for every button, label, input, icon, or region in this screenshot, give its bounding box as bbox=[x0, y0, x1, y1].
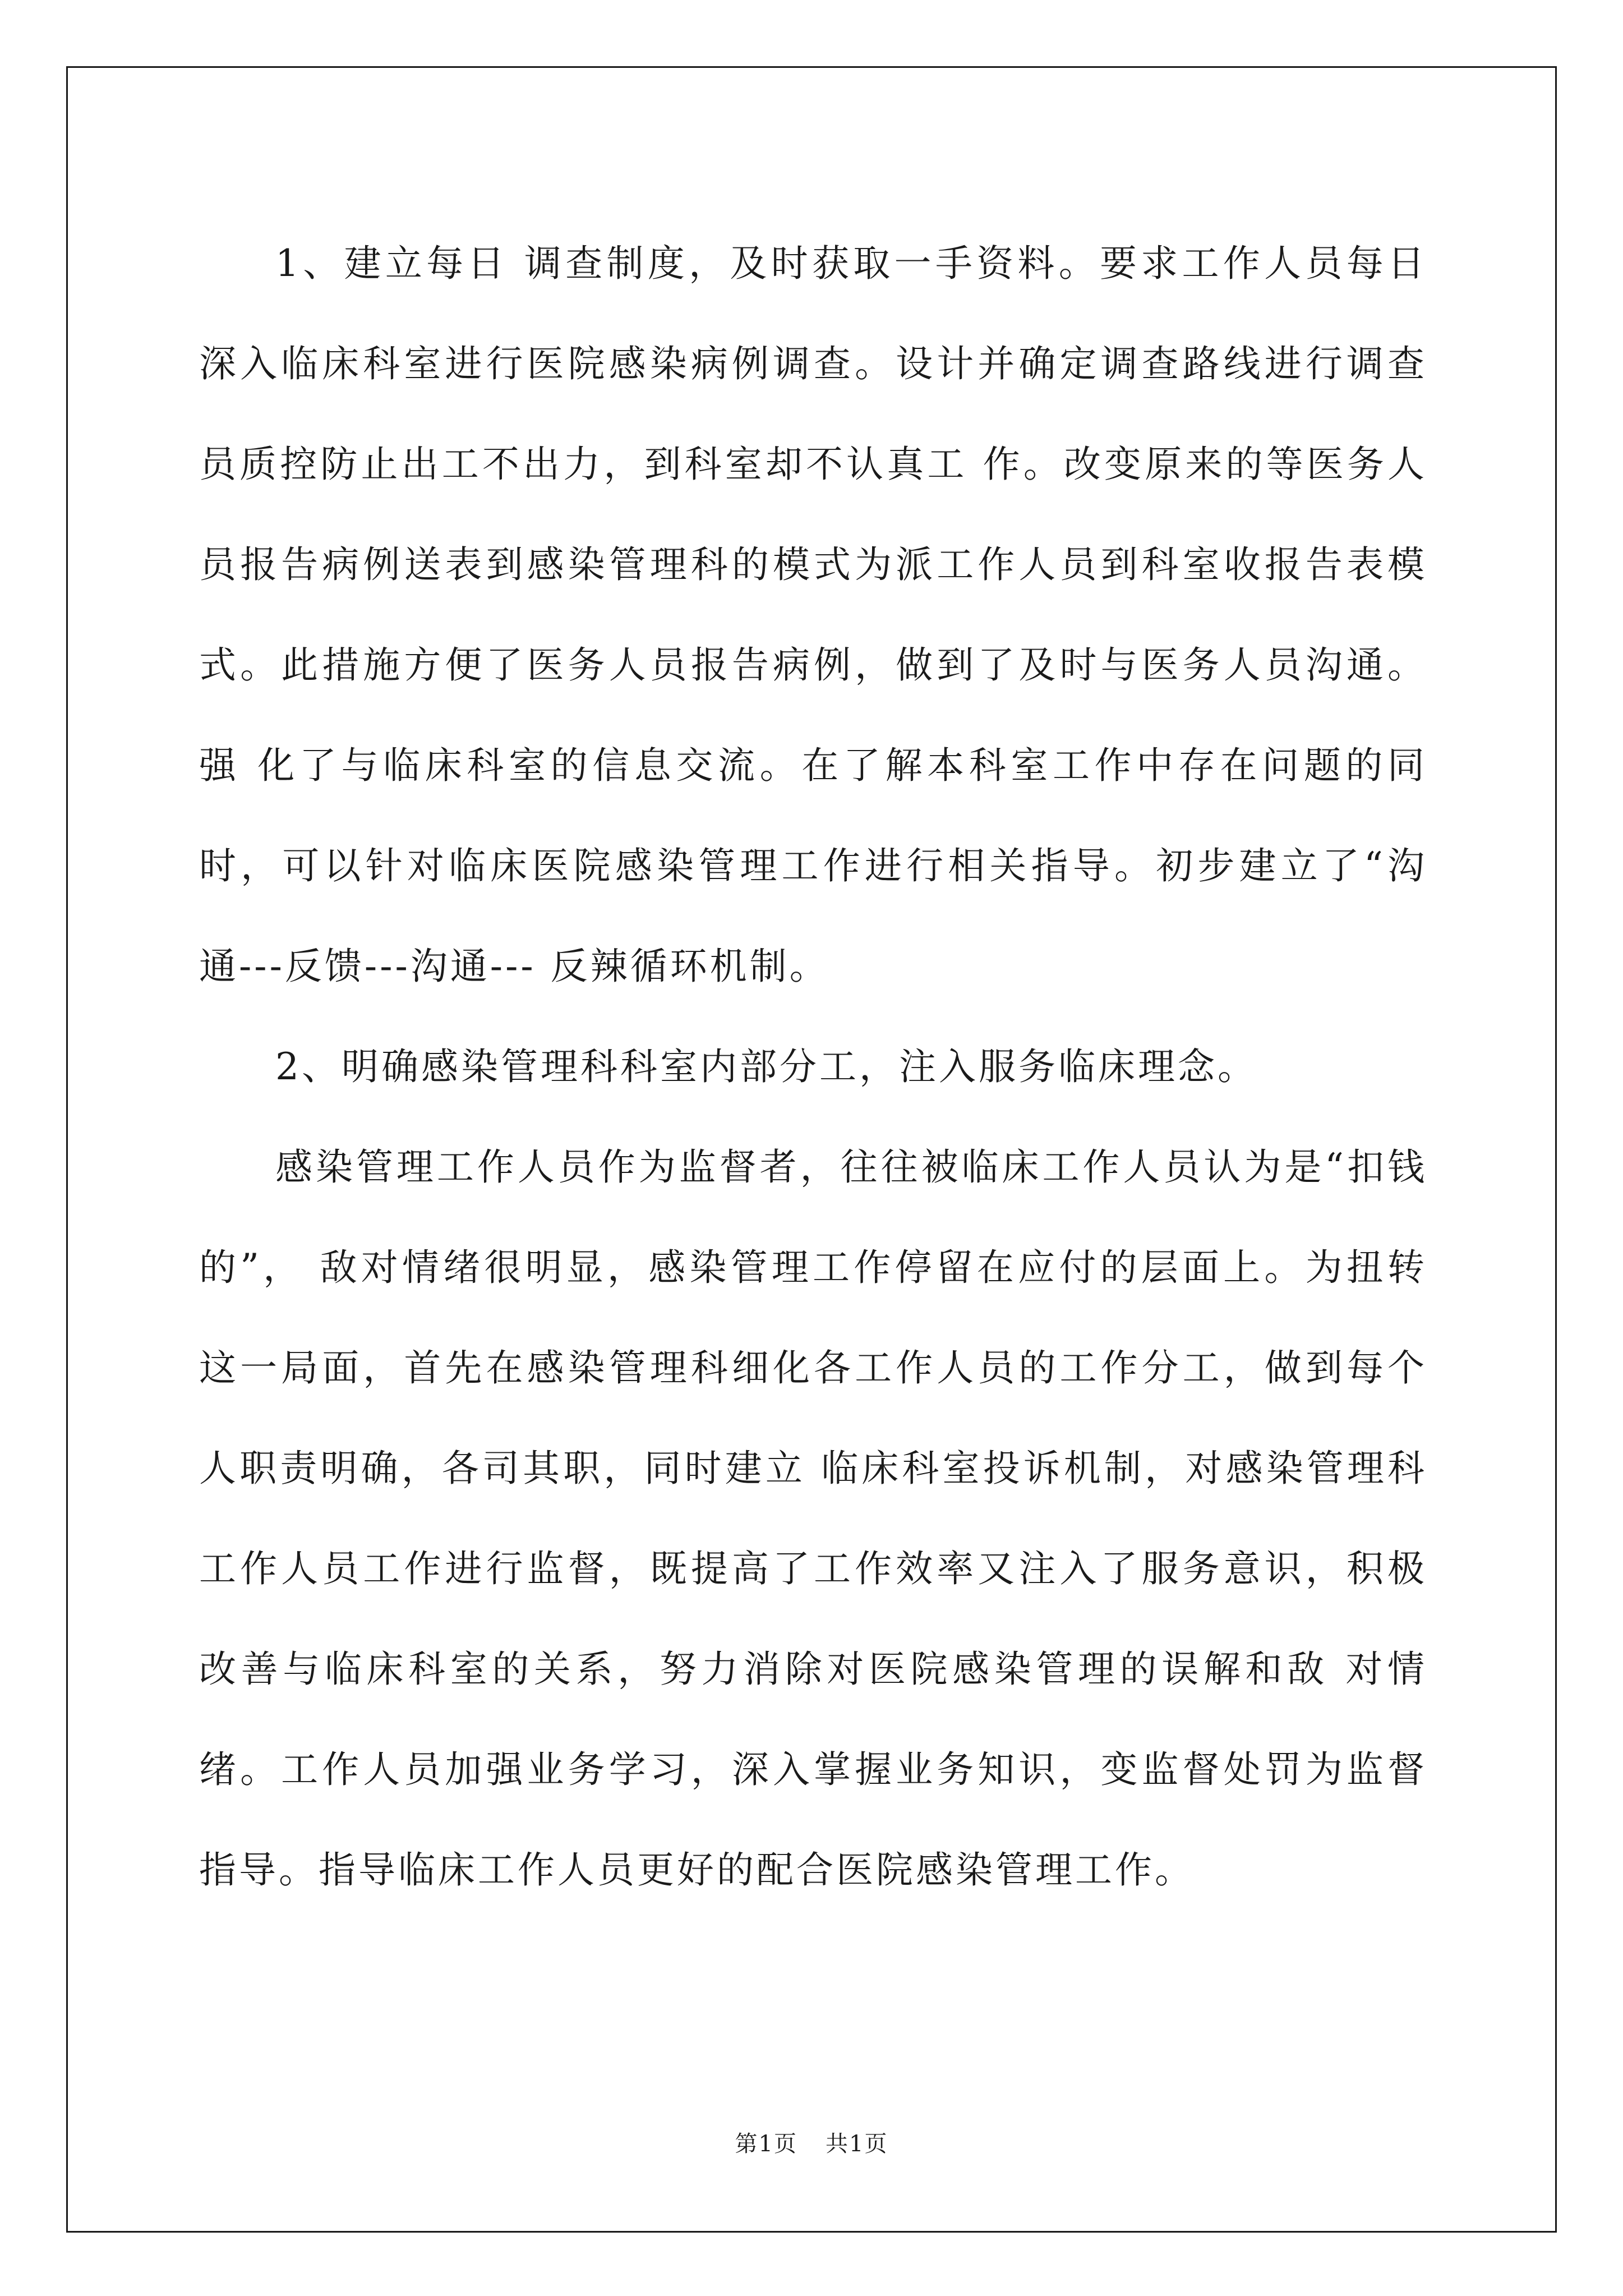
page-footer bbox=[0, 2126, 1623, 2158]
page-number-total: 共1页 bbox=[826, 2131, 888, 2157]
paragraph-2: 2、明确感染管理科科室内部分工，注入服务临床理念。 bbox=[275, 1045, 1257, 1088]
document-body bbox=[199, 213, 1427, 1920]
paragraph-3: 感染管理工作人员作为监督者，往往被临床工作人员认为是“扣钱的”， 敌对情绪很明显，感染管理工作停留在应付的层面上。为扭转这一局面，首先在感染管理科细化各工作人员的工作分工，做到每个人职责明确，各司其职，同时建立 临床科室投诉机制，对感染管理科工作人员工作进行监督，既提高了工作效率又注入了服务意识，积极改善与临床科室的关系，努力消除对医院感染管理的误解和敌 对情绪。工作人员加强业务学习，深入掌握业务知识，变监督处罚为监督指导。指导临床工作人员更好的配合医院感染管理工作。 bbox=[199, 1145, 1427, 1892]
paragraph-1: 1、建立每日 调查制度，及时获取一手资料。要求工作人员每日深入临床科室进行医院感染病例调查。设计并确定调查路线进行调查员质控防止出工不出力，到科室却不认真工 作。改变原来的等医务人员报告病例送表到感染管理科的模式为派工作人员到科室收报告表模式。此措施方便了医务人员报告病例，做到了及时与医务人员沟通。强 化了与临床科室的信息交流。在了解本科室工作中存在问题的同时，可以针对临床医院感染管理工作进行相关指导。初步建立了“沟通---反馈---沟通--- 反辣循环机制。 bbox=[199, 242, 1427, 988]
page-number-current: 第1页 bbox=[735, 2131, 797, 2157]
